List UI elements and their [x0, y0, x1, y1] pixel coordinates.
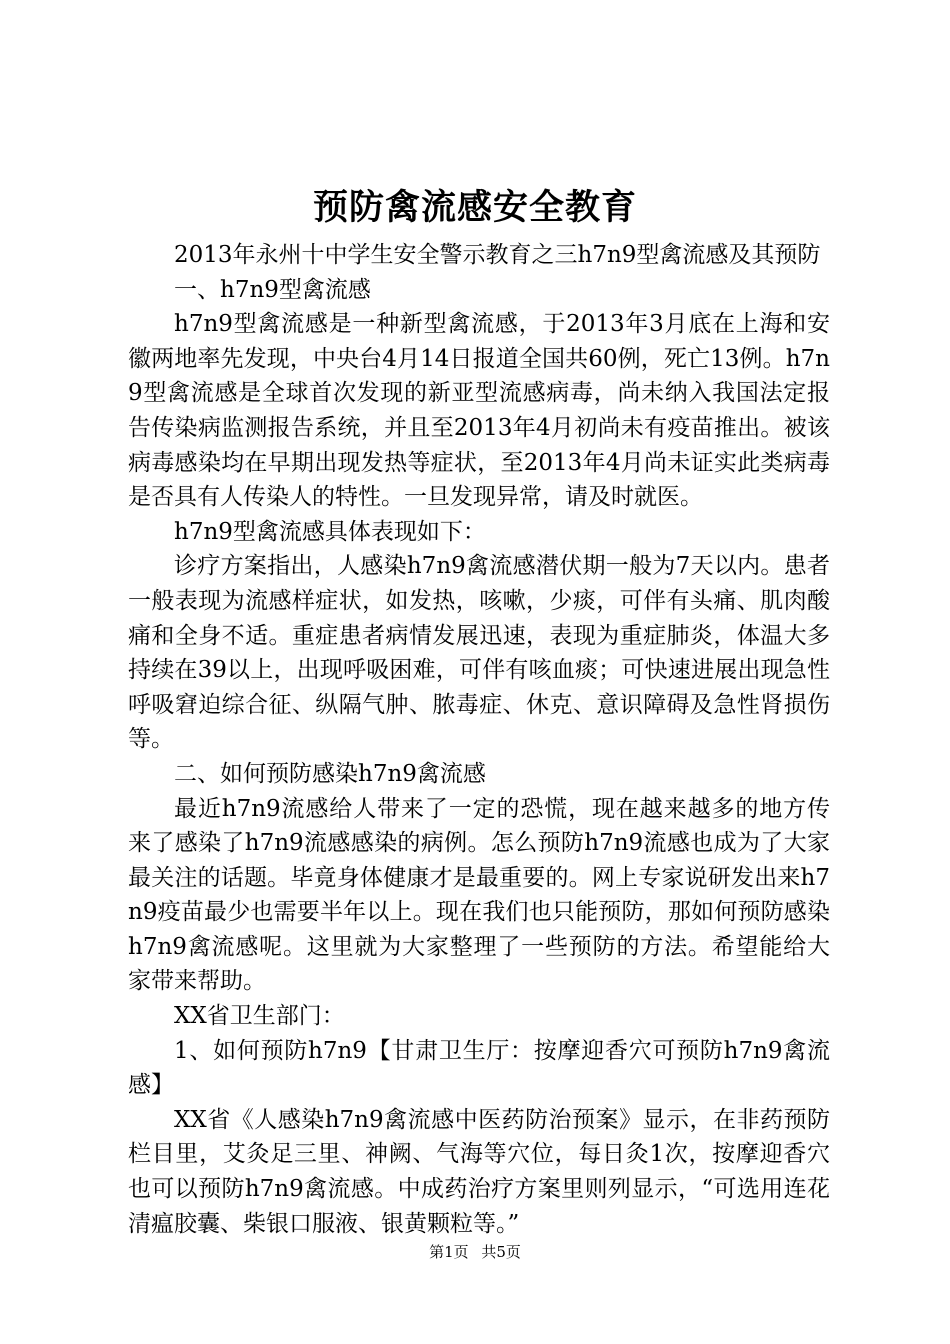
paragraph-symptoms: 诊疗方案指出，人感染h7n9禽流感潜伏期一般为7天以内。患者一般表现为流感样症状，如发热，咳嗽，少痰，可伴有头痛、肌肉酸痛和全身不适。重症患者病情发展迅速，表现为重症肺炎，体温大多持续在39以上，出现呼吸困难，可伴有咳血痰；可快速进展出现急性呼吸窘迫综合征、纵隔气肿、脓毒症、休克、意识障碍及急性肾损伤等。: [128, 553, 830, 753]
paragraph-overview: h7n9型禽流感是一种新型禽流感，于2013年3月底在上海和安徽两地率先发现，中央台4月14日报道全国共60例，死亡13例。h7n9型禽流感是全球首次发现的新亚型流感病毒，尚未纳入我国法定报告传染病监测报告系统，并且至2013年4月初尚未有疫苗推出。被该病毒感染均在早期出现发热等症状，至2013年4月尚未证实此类病毒是否具有人传染人的特性。一旦发现异常，请及时就医。: [128, 311, 830, 511]
document-body: [128, 238, 830, 1241]
page-footer: [0, 1240, 950, 1264]
paragraph-health-dept: XX省卫生部门：: [174, 1003, 345, 1030]
paragraph-prevention-intro: 最近h7n9流感给人带来了一定的恐慌，现在越来越多的地方传来了感染了h7n9流感感染的病例。怎么预防h7n9流感也成为了大家最关注的话题。毕竟身体健康才是最重要的。网上专家说研发出来h7n9疫苗最少也需要半年以上。现在我们也只能预防，那如何预防感染h7n9禽流感呢。这里就为大家整理了一些预防的方法。希望能给大家带来帮助。: [128, 795, 830, 995]
paragraph-method-1: 1、如何预防h7n9【甘肃卫生厅：按摩迎香穴可预防h7n9禽流感】: [128, 1037, 830, 1099]
document-title: 预防禽流感安全教育: [312, 187, 637, 228]
paragraph-symptoms-heading: h7n9型禽流感具体表现如下：: [174, 518, 486, 545]
section-heading-1: 一、h7n9型禽流感: [174, 276, 371, 303]
paragraph-tcm-plan: XX省《人感染h7n9禽流感中医药防治预案》显示，在非药预防栏目里，艾灸足三里、神阙、气海等穴位，每日灸1次，按摩迎香穴也可以预防h7n9禽流感。中成药治疗方案里则列显示，“可选用连花清瘟胶囊、柴银口服液、银黄颗粒等。”: [128, 1106, 830, 1237]
page-number: 第1页: [429, 1243, 469, 1261]
section-heading-2: 二、如何预防感染h7n9禽流感: [174, 760, 486, 787]
paragraph-intro: 2013年永州十中学生安全警示教育之三h7n9型禽流感及其预防: [174, 242, 821, 268]
page-total: 共5页: [481, 1243, 521, 1261]
